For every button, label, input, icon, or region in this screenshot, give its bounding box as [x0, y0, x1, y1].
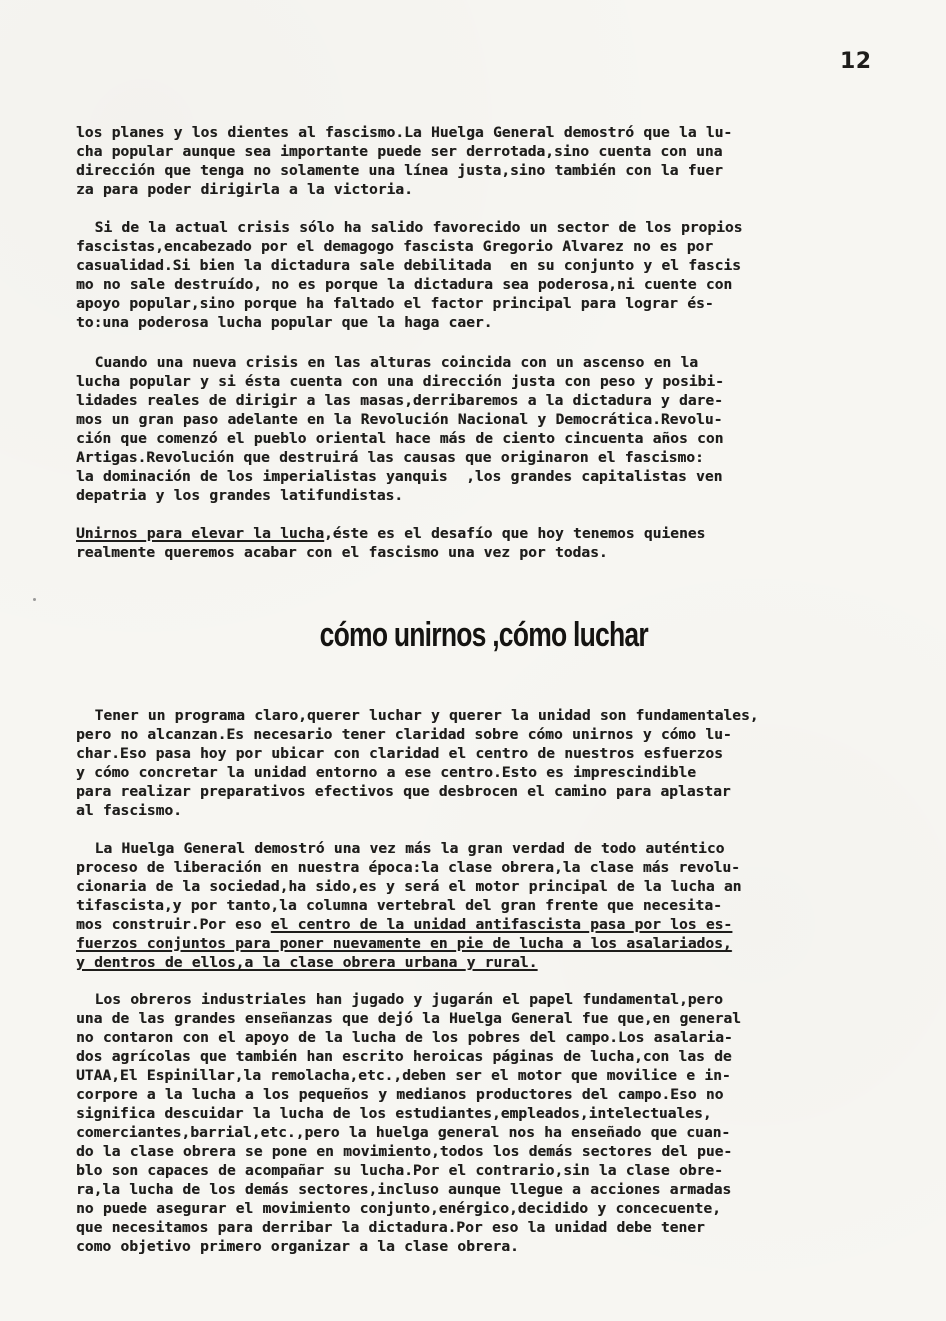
- paragraph-unirnos: [76, 524, 705, 562]
- section-heading: cómo unirnos ,cómo luchar: [319, 616, 648, 654]
- paragraph-obreros-industriales: Los obreros industriales han jugado y jugarán el papel fundamental,pero una de las grandes enseñanzas que dejó la Huelga General fue que,en general no contaron con el apoyo de la lucha de los pobres del campo.Los asalaria- dos agrícolas que también han escrito heroicas páginas de lucha,con las de UTAA,El Espinillar,la remolacha,etc.,deben ser el motor que movilice e in- corpore a la lucha a los pequeños y medianos productores del campo.Eso no significa descuidar la lucha de los estudiantes,empleados,intelectuales, comerciantes,barrial,etc.,pero la huelga general nos ha enseñado que cuan- do la clase obrera se pone en movimiento,todos los demás sectores del pue- blo son capaces de acompañar su lucha.Por el contrario,sin la clase obre- ra,la lucha de los demás sectores,incluso aunque llegue a acciones armadas no puede asegurar el movimiento conjunto,enérgico,decidido y concecuente, que necesitamos para derribar la dictadura.Por eso la unidad debe tener como objetivo primero organizar a la clase obrera.: [76, 991, 741, 1255]
- paragraph-unirnos-rest: ,éste es el desafío que hoy tenemos quienes realmente queremos acabar con el fascismo una vez por todas.: [76, 525, 706, 561]
- page-number: 12: [840, 49, 872, 74]
- paragraph-huelga-general: los planes y los dientes al fascismo.La Huelga General demostró que la lu- cha popular aunque sea importante puede ser derrotada,sino cuenta con una dirección que tenga no solamente una línea justa,sino también con la fuer za para poder dirigirla a la victoria.: [76, 124, 733, 198]
- stray-mark: [33, 598, 36, 601]
- paragraph-crisis-actual: Si de la actual crisis sólo ha salido favorecido un sector de los propios fascistas,encabezado por el demagogo fascista Gregorio Alvarez no es por casualidad.Si bien la dictadura sale debilitada en su conjunto y el fascis mo no sale destruído, no es porque la dictadura sea poderosa,ni cuente con apoyo popular,sino porque ha faltado el factor principal para lograr és- to:una poderosa lucha popular que la haga caer.: [76, 219, 743, 331]
- underlined-centro-unidad: el centro de la unidad antifascista pasa por los es- fuerzos conjuntos para poner nuevamente en pie de lucha a los asalariados, y dentros de ellos,a la clase obrera urbana y rural.: [76, 916, 733, 971]
- paragraph-programa-claro: Tener un programa claro,querer luchar y querer la unidad son fundamentales, pero no alcanzan.Es necesario tener claridad sobre cómo unirnos y cómo lu- char.Eso pasa hoy por ubicar con claridad el centro de nuestros esfuerzos y cómo concretar la unidad entorno a ese centro.Esto es imprescindible para realizar preparativos efectivos que desbrocen el camino para aplastar al fascismo.: [76, 707, 759, 819]
- paragraph-nueva-crisis: Cuando una nueva crisis en las alturas coincida con un ascenso en la lucha popular y si ésta cuenta con una dirección justa con peso y posibi- lidades reales de dirigir a las masas,derribaremos a la dictadura y dare- mos un gran paso adelante en la Revolución Nacional y Democrática.Revolu- ción que comenzó el pueblo oriental hace más de ciento cincuenta años con Artigas.Revolución que destruirá las causas que originaron el fascismo: la dominación de los imperialistas yanquis ,los grandes capitalistas ven depatria y los grandes latifundistas.: [76, 354, 724, 504]
- underlined-slogan: Unirnos para elevar la lucha: [76, 525, 325, 542]
- paragraph-clase-obrera-text: La Huelga General demostró una vez más la gran verdad de todo auténtico proceso de liberación en nuestra época:la clase obrera,la clase más revolu- cionaria de la sociedad,ha sido,es y será el motor principal de la lucha an tifascista,y por tanto,la columna vertebral del gran frente que necesita- mos construir.Por eso: [76, 840, 742, 933]
- paragraph-clase-obrera: [76, 839, 741, 972]
